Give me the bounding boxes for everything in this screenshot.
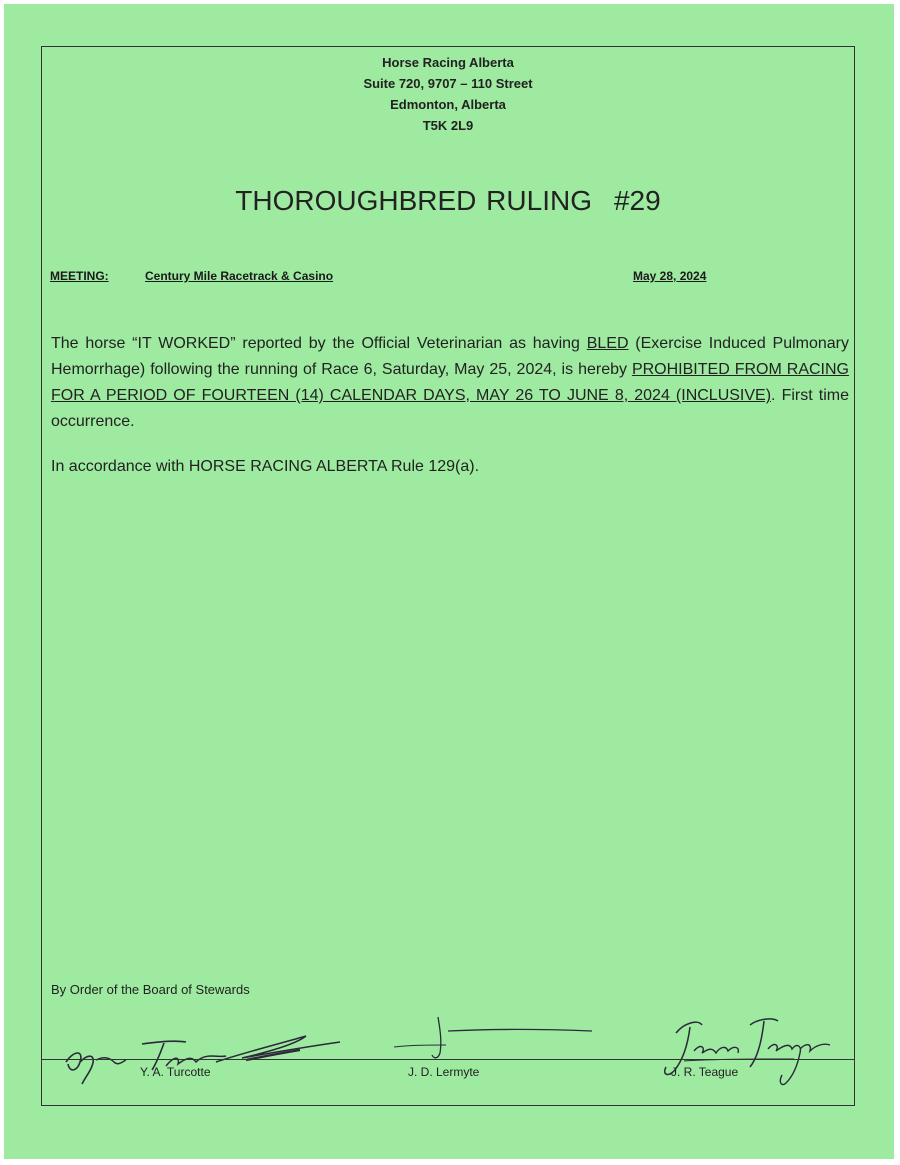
signature-lermyte bbox=[392, 1009, 602, 1069]
rule-reference: In accordance with HORSE RACING ALBERTA Rule 129(a). bbox=[51, 458, 480, 475]
meeting-label: MEETING: bbox=[50, 269, 109, 283]
paragraph-text: . First time occurrence. bbox=[51, 387, 849, 430]
page-title bbox=[42, 185, 854, 217]
paragraph-text: The horse “IT WORKED” reported by the Official Veterinarian as having bbox=[51, 335, 587, 352]
paragraph-text: (Exercise Induced Pulmonary Hemorrhage) following the running of Race 6, Saturday, May 25, 2024, is hereby bbox=[51, 335, 849, 378]
ruling-title: THOROUGHBRED RULING bbox=[235, 185, 592, 216]
ruling-document bbox=[4, 4, 894, 1159]
board-order-text: By Order of the Board of Stewards bbox=[51, 982, 250, 997]
bled-text: BLED bbox=[586, 335, 629, 352]
organization-name: Horse Racing Alberta bbox=[382, 55, 514, 70]
meeting-date: May 28, 2024 bbox=[633, 269, 707, 283]
document-border bbox=[41, 46, 855, 1106]
address-line: Suite 720, 9707 – 110 Street bbox=[363, 76, 533, 91]
steward-name: Y. A. Turcotte bbox=[140, 1065, 211, 1079]
ruling-number: #29 bbox=[613, 185, 661, 216]
prohibition-text: PROHIBITED FROM RACING FOR A PERIOD OF FOURTEEN (14) CALENDAR DAYS, MAY 26 TO JUNE 8, 2024 (INCLUSIVE) bbox=[51, 361, 849, 404]
steward-name: J. R. Teague bbox=[671, 1065, 739, 1079]
steward-name: J. D. Lermyte bbox=[408, 1065, 480, 1079]
ruling-paragraph bbox=[51, 331, 849, 435]
postal-code: T5K 2L9 bbox=[422, 118, 474, 133]
city-line: Edmonton, Alberta bbox=[390, 97, 506, 112]
meeting-venue: Century Mile Racetrack & Casino bbox=[145, 269, 334, 283]
signature-line bbox=[42, 1059, 854, 1060]
